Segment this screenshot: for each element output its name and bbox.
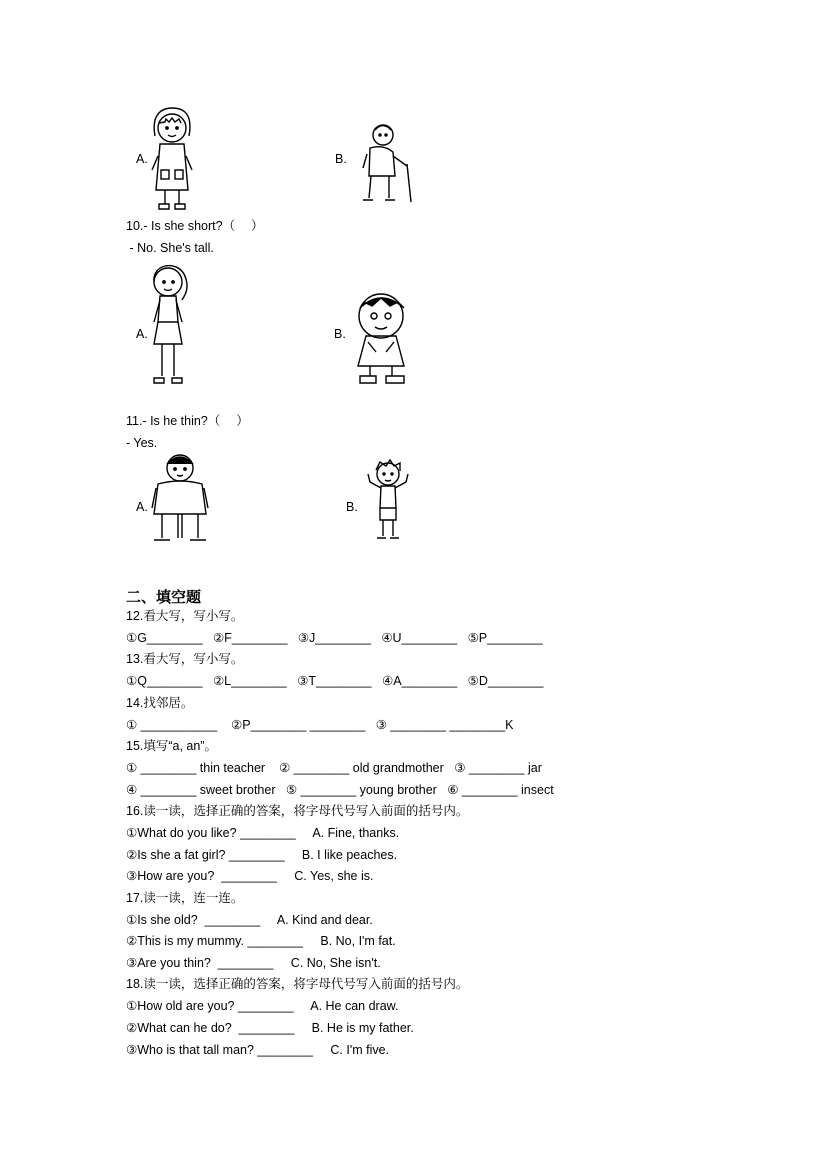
q16-line-2: ②Is she a fat girl? ________ B. I like peaches. [126, 848, 398, 862]
q10-option-b-label: B. [334, 327, 346, 341]
q17-line-2: ②This is my mummy. ________ B. No, I'm fat. [126, 934, 396, 948]
q18-line-1: ①How old are you? ________ A. He can draw. [126, 999, 399, 1013]
q11-option-b-label: B. [346, 500, 358, 514]
q15-answer-line-2: ④ ________ sweet brother ⑤ ________ young brother ⑥ ________ insect [126, 783, 554, 797]
q15-prompt: 15.填写“a, an”。 [126, 739, 218, 753]
q18-prompt: 18.读一读，选择正确的答案，将字母代号写入前面的括号内。 [126, 977, 469, 991]
q14-prompt: 14.找邻居。 [126, 696, 194, 710]
q17-line-1: ①Is she old? ________ A. Kind and dear. [126, 913, 373, 927]
q13-answer-line: ①Q________ ②L________ ③T________ ④A________ ⑤D________ [126, 674, 544, 688]
q11-thin-boy-illustration [364, 458, 412, 548]
q11-question: 11.- Is he thin?（ ） [126, 414, 249, 428]
q9-option-a-label: A. [136, 152, 148, 166]
q12-prompt: 12.看大写，写小写。 [126, 609, 244, 623]
q17-prompt: 17.读一读，连一连。 [126, 891, 244, 905]
q10-tall-girl-illustration [146, 260, 196, 388]
q13-prompt: 13.看大写，写小写。 [126, 652, 244, 666]
q12-answer-line: ①G________ ②F________ ③J________ ④U________ ⑤P________ [126, 631, 543, 645]
q9-grandmother-illustration [355, 122, 417, 212]
q17-line-3: ③Are you thin? ________ C. No, She isn't. [126, 956, 381, 970]
q9-girl-illustration [148, 106, 196, 212]
q10-question: 10.- Is she short?（ ） [126, 219, 264, 233]
q16-line-1: ①What do you like? ________ A. Fine, thanks. [126, 826, 400, 840]
q11-option-a-label: A. [136, 500, 148, 514]
q16-prompt: 16.读一读，选择正确的答案，将字母代号写入前面的括号内。 [126, 804, 469, 818]
section-2-title: 二、填空题 [126, 589, 202, 606]
q9-option-b-label: B. [335, 152, 347, 166]
q11-boy-illustration [148, 452, 212, 548]
q10-answer: - No. She's tall. [126, 241, 214, 255]
q15-answer-line-1: ① ________ thin teacher ② ________ old grandmother ③ ________ jar [126, 761, 542, 775]
q18-line-2: ②What can he do? ________ B. He is my father. [126, 1021, 414, 1035]
q18-line-3: ③Who is that tall man? ________ C. I'm five. [126, 1043, 390, 1057]
q14-answer-line: ① ___________ ②P________ ________ ③ ________ ________K [126, 718, 514, 732]
q11-answer: - Yes. [126, 436, 158, 450]
q16-line-3: ③How are you? ________ C. Yes, she is. [126, 869, 374, 883]
q10-short-kid-illustration [348, 292, 414, 386]
q10-option-a-label: A. [136, 327, 148, 341]
